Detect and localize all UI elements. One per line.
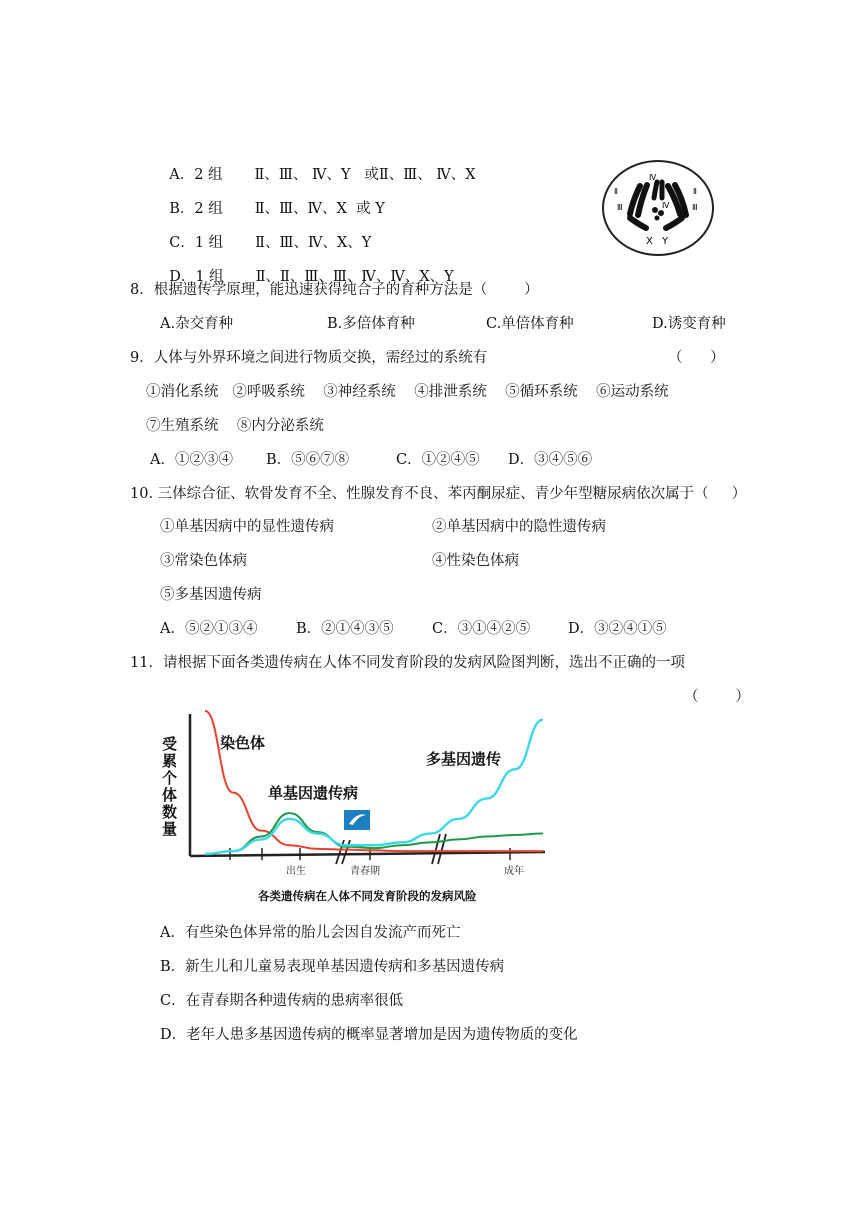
series-label-single-gene: 单基因遗传病 xyxy=(268,784,359,802)
q9-option-c: C．①②④⑤ xyxy=(396,452,480,468)
series-single-gene xyxy=(205,813,543,854)
q9-option-b: B．⑤⑥⑦⑧ xyxy=(266,452,350,468)
q9-option-d: D．③④⑤⑥ xyxy=(508,452,593,468)
q11-option-b: B．新生儿和儿童易表现单基因遗传病和多基因遗传病 xyxy=(160,959,505,975)
q11-option-a: A．有些染色体异常的胎儿会因自发流产而死亡 xyxy=(160,925,461,941)
series-chromosome xyxy=(205,711,543,851)
q7-option-c: C．1 组 Ⅱ、Ⅲ、Ⅳ、X、Y xyxy=(169,235,372,251)
q8-option-c: C.单倍体育种 xyxy=(486,316,574,332)
karyotype-label: Ⅲ xyxy=(617,203,623,212)
q9-answer-blank: （ ） xyxy=(668,350,725,366)
karyotype-label: Ⅳ xyxy=(662,201,670,210)
karyotype-label: X xyxy=(646,236,653,247)
chart-title: 各类遗传病在人体不同发育阶段的发病风险 xyxy=(258,889,477,903)
q11-answer-blank: （ ） xyxy=(684,689,750,705)
q10-option-a: A．⑤②①③④ xyxy=(160,621,258,637)
q8-option-b: B.多倍体育种 xyxy=(327,316,415,332)
q10-item-3: ③常染色体病 xyxy=(160,553,247,569)
karyotype-label: Ⅱ xyxy=(693,187,697,196)
karyotype-label: Y xyxy=(662,236,669,247)
karyotype-label: Ⅲ xyxy=(692,203,698,212)
karyotype-label: Ⅳ xyxy=(649,173,657,182)
q10-option-c: C．③①④②⑤ xyxy=(432,621,531,637)
series-label-chromosome: 染色体 xyxy=(220,734,266,752)
x-tick-label: 出生 xyxy=(286,866,306,877)
q8-stem: 8．根据遗传学原理，能迅速获得纯合子的育种方法是（ ） xyxy=(130,282,539,298)
q9-stem: 9．人体与外界环境之间进行物质交换，需经过的系统有 xyxy=(130,350,488,366)
badge-icon xyxy=(344,810,370,830)
q8-option-d: D.诱变育种 xyxy=(652,316,726,332)
q7-option-a: A．2 组 Ⅱ、Ⅲ、 Ⅳ、Y 或Ⅱ、Ⅲ、 Ⅳ、X xyxy=(169,167,476,183)
q11-option-c: C．在青春期各种遗传病的患病率很低 xyxy=(160,993,404,1009)
q11-stem: 11．请根据下面各类遗传病在人体不同发育阶段的发病风险图判断，选出不正确的一项 xyxy=(130,655,685,671)
q9-items-row1: ①消化系统 ②呼吸系统 ③神经系统 ④排泄系统 ⑤循环系统 ⑥运动系统 xyxy=(146,384,669,400)
karyotype-label: Ⅱ xyxy=(614,187,618,196)
y-axis-label: 受累个体数量 xyxy=(162,735,178,838)
risk-chart xyxy=(160,706,560,906)
q10-stem: 10. 三体综合征、软骨发育不全、性腺发育不良、苯丙酮尿症、青少年型糖尿病依次属于（ ） xyxy=(130,486,747,502)
x-tick-label: 青春期 xyxy=(350,866,380,877)
x-axis xyxy=(190,852,545,856)
q10-item-5: ⑤多基因遗传病 xyxy=(160,587,262,603)
q10-item-2: ②单基因病中的隐性遗传病 xyxy=(432,519,606,535)
q10-item-1: ①单基因病中的显性遗传病 xyxy=(160,519,334,535)
q8-option-a: A.杂交育种 xyxy=(160,316,234,332)
q9-items-row2: ⑦生殖系统 ⑧内分泌系统 xyxy=(146,418,324,434)
q7-option-d: D．1 组 Ⅱ、Ⅱ、Ⅲ、Ⅲ、Ⅳ、Ⅳ、X、Y xyxy=(169,269,454,285)
q7-option-b: B．2 组 Ⅱ、Ⅲ、Ⅳ、X 或 Y xyxy=(169,201,385,217)
x-tick-label: 成年 xyxy=(504,866,524,877)
series-label-polygenic: 多基因遗传 xyxy=(426,750,502,768)
q10-item-4: ④性染色体病 xyxy=(432,553,519,569)
q10-option-b: B．②①④③⑤ xyxy=(296,621,394,637)
q11-option-d: D．老年人患多基因遗传病的概率显著增加是因为遗传物质的变化 xyxy=(160,1027,578,1043)
q10-option-d: D．③②④①⑤ xyxy=(568,621,667,637)
karyotype-figure xyxy=(600,158,716,258)
q9-option-a: A．①②③④ xyxy=(150,452,233,468)
